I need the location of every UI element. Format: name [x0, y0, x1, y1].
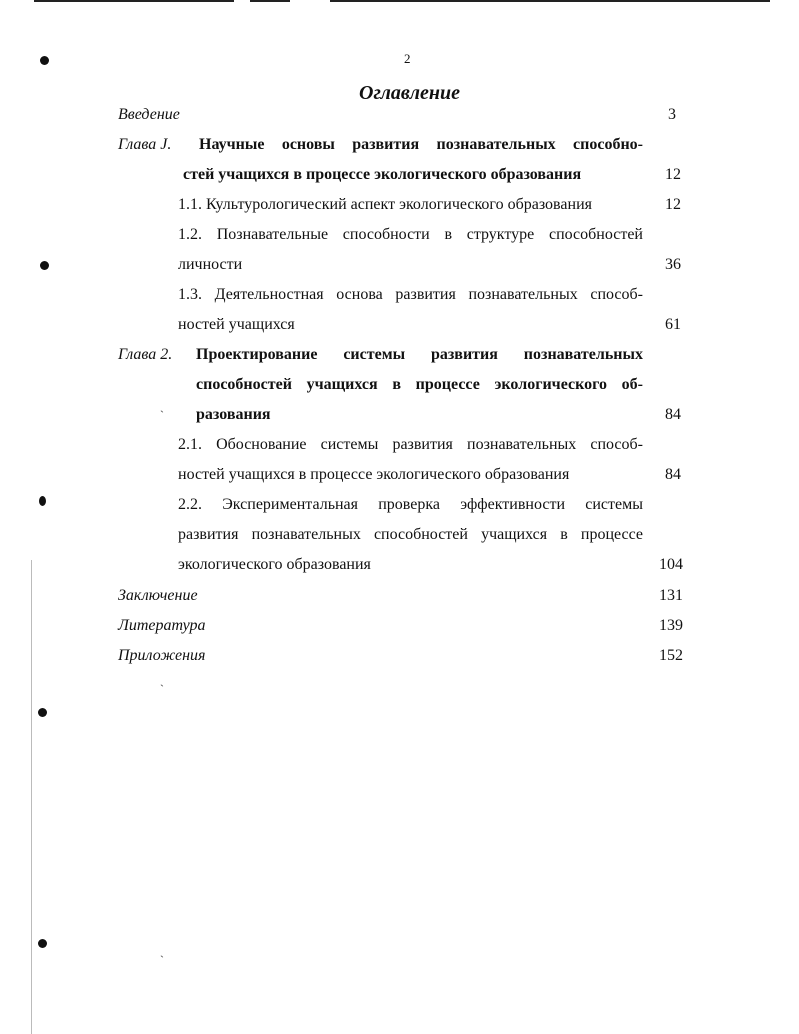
toc-chapter2-title-line2: способностей учащихся в процессе экологического об- — [196, 376, 643, 393]
toc-section-2-2-line2: развития познавательных способностей учащихся в процессе — [178, 526, 643, 543]
scan-speck: ` — [160, 408, 164, 422]
binding-hole-mark — [38, 939, 47, 948]
toc-literature-label: Литература — [118, 617, 206, 634]
toc-section-2-2-line3: экологического образования — [178, 556, 371, 573]
binding-hole-mark — [39, 496, 46, 506]
toc-chapter1-title-line2: стей учащихся в процессе экологического образования — [183, 166, 582, 183]
toc-conclusion-page: 131 — [659, 587, 683, 604]
scan-top-rule — [250, 0, 290, 2]
binding-hole-mark — [38, 708, 47, 717]
binding-hole-mark — [40, 261, 49, 270]
toc-section-1-3-line1: 1.3. Деятельностная основа развития познавательных способ- — [178, 286, 643, 303]
toc-section-1-1: 1.1. Культурологический аспект экологического образования — [178, 196, 592, 213]
toc-section-2-1-page: 84 — [665, 466, 681, 483]
toc-section-2-1-line2: ностей учащихся в процессе экологического образования — [178, 466, 570, 483]
toc-section-1-2-page: 36 — [665, 256, 681, 273]
toc-conclusion-label: Заключение — [118, 587, 198, 604]
scan-left-edge — [31, 560, 32, 1034]
scan-speck: ` — [160, 682, 164, 696]
toc-chapter2-page: 84 — [665, 406, 681, 423]
toc-literature-page: 139 — [659, 617, 683, 634]
toc-section-1-1-page: 12 — [665, 196, 681, 213]
page-title: Оглавление — [359, 82, 461, 104]
page-number: 2 — [404, 51, 411, 66]
toc-section-1-3-page: 61 — [665, 316, 681, 333]
toc-section-2-1-line1: 2.1. Обоснование системы развития познавательных способ- — [178, 436, 643, 453]
scan-top-rule — [330, 0, 770, 2]
toc-section-1-2-line2: личности — [178, 256, 243, 273]
toc-section-1-3-line2: ностей учащихся — [178, 316, 295, 333]
toc-appendices-page: 152 — [659, 647, 683, 664]
toc-section-1-2-line1: 1.2. Познавательные способности в структуре способностей — [178, 226, 643, 243]
toc-section-2-2-page: 104 — [659, 556, 683, 573]
toc-section-2-2-line1: 2.2. Экспериментальная проверка эффективности системы — [178, 496, 643, 513]
toc-chapter2-label: Глава 2. — [118, 346, 173, 363]
toc-chapter1-label: Глава J. — [118, 136, 172, 153]
toc-chapter1-page: 12 — [665, 166, 681, 183]
toc-appendices-label: Приложения — [118, 647, 206, 664]
toc-intro-page: 3 — [668, 106, 676, 123]
scan-top-rule — [34, 0, 234, 2]
toc-chapter1-title-line1: Научные основы развития познавательных способно- — [199, 136, 643, 153]
toc-chapter2-title-line1: Проектирование системы развития познавательных — [196, 346, 643, 363]
scan-speck: ` — [160, 953, 164, 967]
binding-hole-mark — [40, 56, 49, 65]
toc-chapter2-title-line3: разования — [196, 406, 271, 423]
toc-intro-label: Введение — [118, 106, 180, 123]
